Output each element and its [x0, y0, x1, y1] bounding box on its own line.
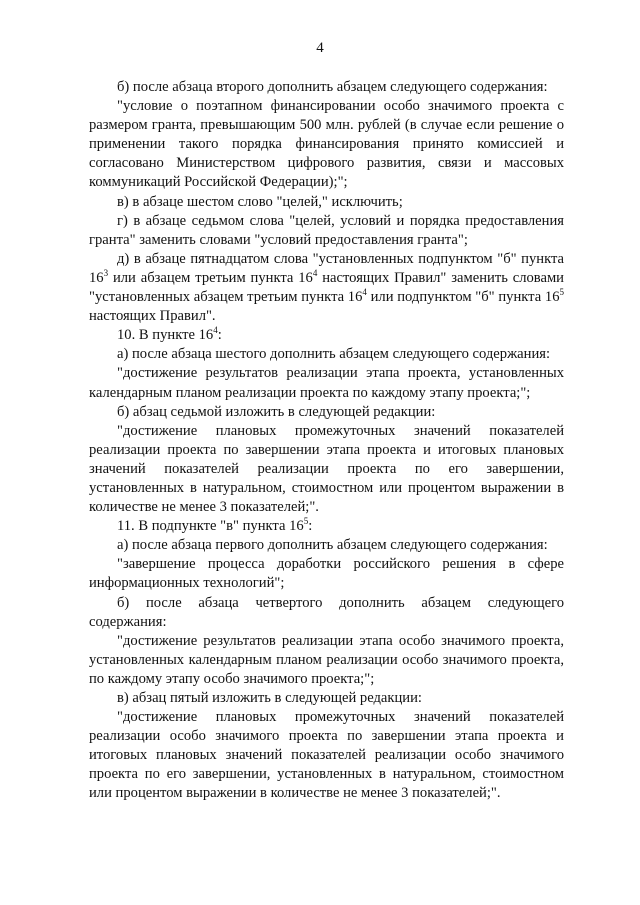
paragraph-p06	[89, 326, 564, 345]
text-run: "завершение процесса доработки российского решения в сфере информационных технологий";	[89, 556, 564, 592]
text-run: "достижение результатов реализации этапа проекта, установленных календарным планом реализации проекта по каждому этапу проекта;";	[89, 365, 564, 401]
paragraph-p12	[89, 536, 564, 555]
paragraph-p10	[89, 422, 564, 517]
text-run: "достижение результатов реализации этапа особо значимого проекта, установленных календарным планом реализации особо значимого проекта, по каждому этапу особо значимого проекта;";	[89, 632, 564, 687]
page-number: 4	[316, 40, 324, 56]
text-run: "достижение плановых промежуточных значений показателей реализации проекта по завершении этапа проекта и итоговых плановых значений показателей реализации проекта по его завершении, установленных в натуральном, стоимостном или процентом выражении в количестве не менее 3 показателей;".	[89, 422, 564, 516]
paragraph-p11	[89, 517, 564, 536]
text-run: :	[308, 518, 313, 535]
text-run: настоящих Правил".	[89, 308, 216, 325]
text-run: "достижение плановых промежуточных значений показателей реализации особо значимого проекта по завершении этапа проекта и итоговых плановых значений показателей реализации особо значимого проекта по его завершении, установленных в натуральном, стоимостном или процентом выражении в количестве не менее 3 показателей;".	[89, 709, 564, 802]
text-run: настоящих Правил" заменить словами "установленных абзацем третьим пункта 16	[89, 269, 564, 306]
paragraph-p05	[89, 250, 564, 326]
text-run: 11. В подпункте "в" пункта 16	[117, 518, 304, 535]
text-run: в) абзац пятый изложить в следующей редакции:	[117, 690, 422, 706]
superscript: 5	[559, 287, 564, 298]
text-run: д) в абзаце пятнадцатом слова "установленных подпунктом "б" пункта 16	[89, 250, 564, 286]
superscript: 4	[362, 287, 367, 298]
superscript: 5	[303, 516, 309, 527]
paragraph-p08	[89, 364, 564, 402]
text-run: г) в абзаце седьмом слова "целей, условий и порядка предоставления гранта" заменить словами "условий предоставления гранта";	[89, 212, 564, 248]
superscript: 3	[103, 268, 109, 279]
text-run: "условие о поэтапном финансировании особо значимого проекта с размером гранта, превышающим 500 млн. рублей (в случае если решение о применении такого порядка финансирования принято комиссией и согласовано Министерством цифрового развития, связи и массовых коммуникаций Российской Федерации);";	[89, 98, 564, 191]
superscript: 4	[213, 325, 218, 336]
paragraph-p09	[89, 403, 564, 422]
paragraph-p17	[89, 708, 564, 803]
text-run: б) после абзаца второго дополнить абзацем следующего содержания:	[117, 79, 548, 95]
text-run: 10. В пункте 16	[117, 327, 214, 344]
text-run: или абзацем третьим пункта 16	[108, 269, 313, 286]
paragraph-p16	[89, 689, 564, 708]
text-run: или подпунктом "б" пункта 16	[366, 289, 560, 306]
paragraph-p13	[89, 555, 564, 593]
paragraph-p03	[89, 193, 564, 212]
text-run: :	[217, 327, 222, 344]
paragraph-p01	[89, 78, 564, 97]
paragraph-p04	[89, 212, 564, 250]
text-run: а) после абзаца первого дополнить абзацем следующего содержания:	[117, 537, 548, 554]
paragraph-p07	[89, 345, 564, 364]
text-run: б) абзац седьмой изложить в следующей редакции:	[117, 403, 436, 420]
paragraph-p02	[89, 97, 564, 192]
superscript: 4	[312, 268, 318, 279]
text-run: а) после абзаца шестого дополнить абзацем следующего содержания:	[117, 346, 551, 363]
document-body	[89, 78, 564, 804]
text-run: б) после абзаца четвертого дополнить абзацем следующего содержания:	[89, 594, 564, 630]
paragraph-p14	[89, 594, 564, 632]
text-run: в) в абзаце шестом слово "целей," исключить;	[117, 193, 403, 210]
paragraph-p15	[89, 632, 564, 689]
